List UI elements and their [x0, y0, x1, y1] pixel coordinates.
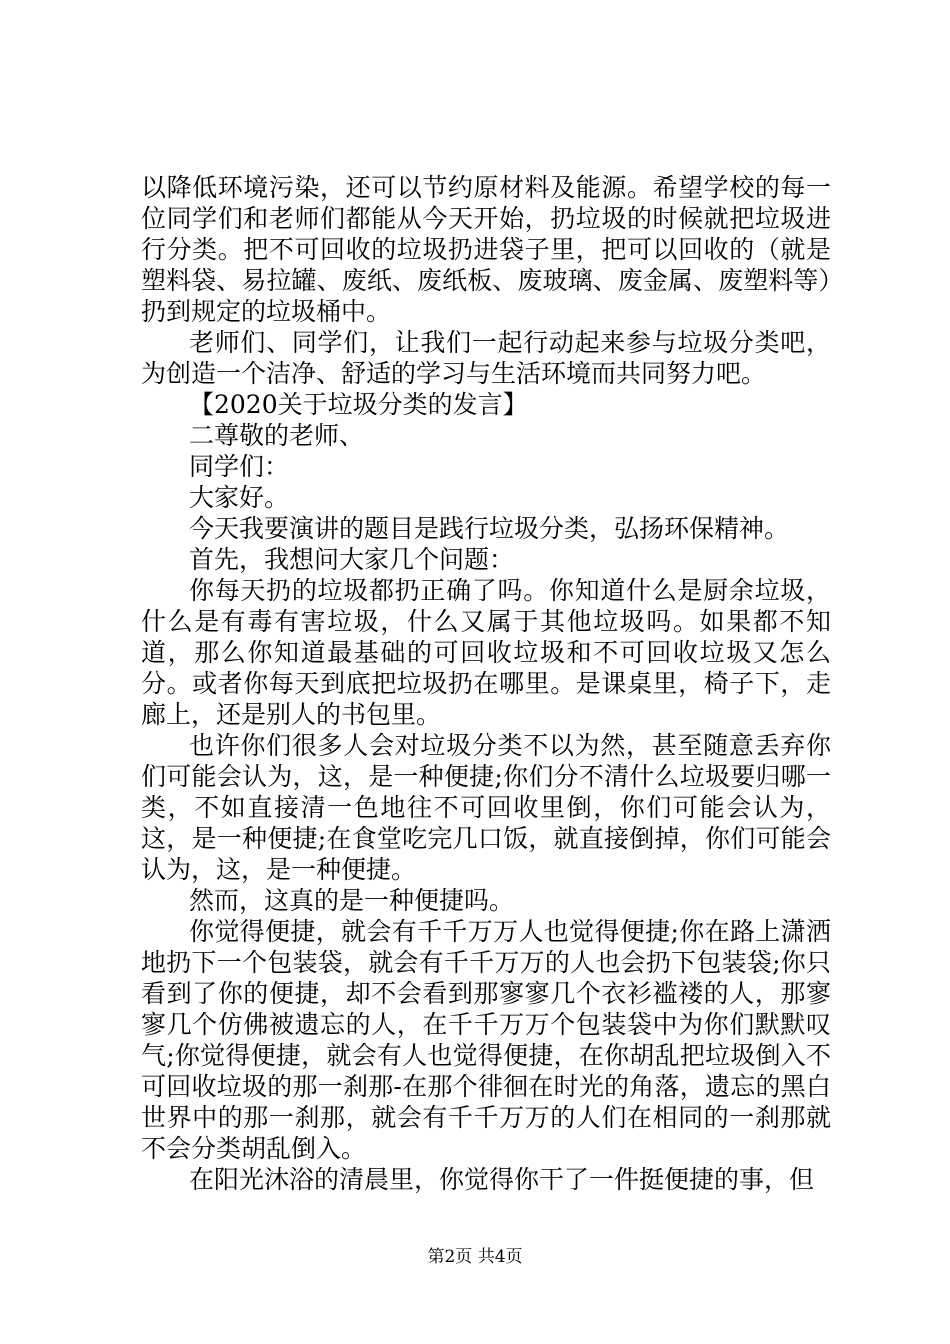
- paragraph-2: 老师们、同学们，让我们一起行动起来参与垃圾分类吧，为创造一个洁净、舒适的学习与生活环境而共同努力吧。: [141, 328, 831, 388]
- salutation-line-1: 二尊敬的老师、: [189, 421, 365, 450]
- question-intro: 首先，我想问大家几个问题：: [189, 545, 515, 574]
- topic-statement: 今天我要演讲的题目是践行垃圾分类，弘扬环保精神。: [189, 514, 790, 543]
- section-heading: 【2020关于垃圾分类的发言】: [189, 390, 528, 419]
- greeting: 大家好。: [189, 483, 290, 512]
- paragraph-morning: 在阳光沐浴的清晨里，你觉得你干了一件挺便捷的事，但: [189, 1165, 815, 1194]
- paragraph-convenience: 也许你们很多人会对垃圾分类不以为然，甚至随意丢弃你们可能会认为，这，是一种便捷;你们分不清什么垃圾要归哪一类，不如直接清一色地往不可回收里倒，你们可能会认为，这，是一种便捷;在食堂吃完几口饭，就直接倒掉，你们可能会认为，这，是一种便捷。: [141, 731, 831, 884]
- paragraph-consequence: 你觉得便捷，就会有千千万万人也觉得便捷;你在路上潇洒地扔下一个包装袋，就会有千千万万的人也会扔下包装袋;你只看到了你的便捷，却不会看到那寥寥几个衣衫褴褛的人，那寥寥几个仿佛被遗忘的人，在千千万万个包装袋中为你们默默叹气;你觉得便捷，就会有人也觉得便捷，在你胡乱把垃圾倒入不可回收垃圾的那一刹那-在那个徘徊在时光的角落，遗忘的黑白世界中的那一刹那，就会有千千万万的人们在相同的一刹那就不会分类胡乱倒入。: [141, 917, 831, 1163]
- document-body: [141, 172, 831, 1195]
- paragraph-1: 以降低环境污染，还可以节约原材料及能源。希望学校的每一位同学们和老师们都能从今天开始，扔垃圾的时候就把垃圾进行分类。把不可回收的垃圾扔进袋子里，把可以回收的（就是塑料袋、易拉罐、废纸、废纸板、废玻璃、废金属、废塑料等）扔到规定的垃圾桶中。: [141, 173, 831, 326]
- paragraph-questions: 你每天扔的垃圾都扔正确了吗。你知道什么是厨余垃圾，什么是有毒有害垃圾，什么又属于其他垃圾吗。如果都不知道，那么你知道最基础的可回收垃圾和不可回收垃圾又怎么分。或者你每天到底把垃圾扔在哪里。是课桌里，椅子下，走廊上，还是别人的书包里。: [141, 576, 831, 729]
- salutation-line-2: 同学们：: [189, 452, 290, 481]
- page-footer: 第2页 共4页: [427, 1247, 523, 1267]
- paragraph-rhetorical: 然而，这真的是一种便捷吗。: [189, 886, 515, 915]
